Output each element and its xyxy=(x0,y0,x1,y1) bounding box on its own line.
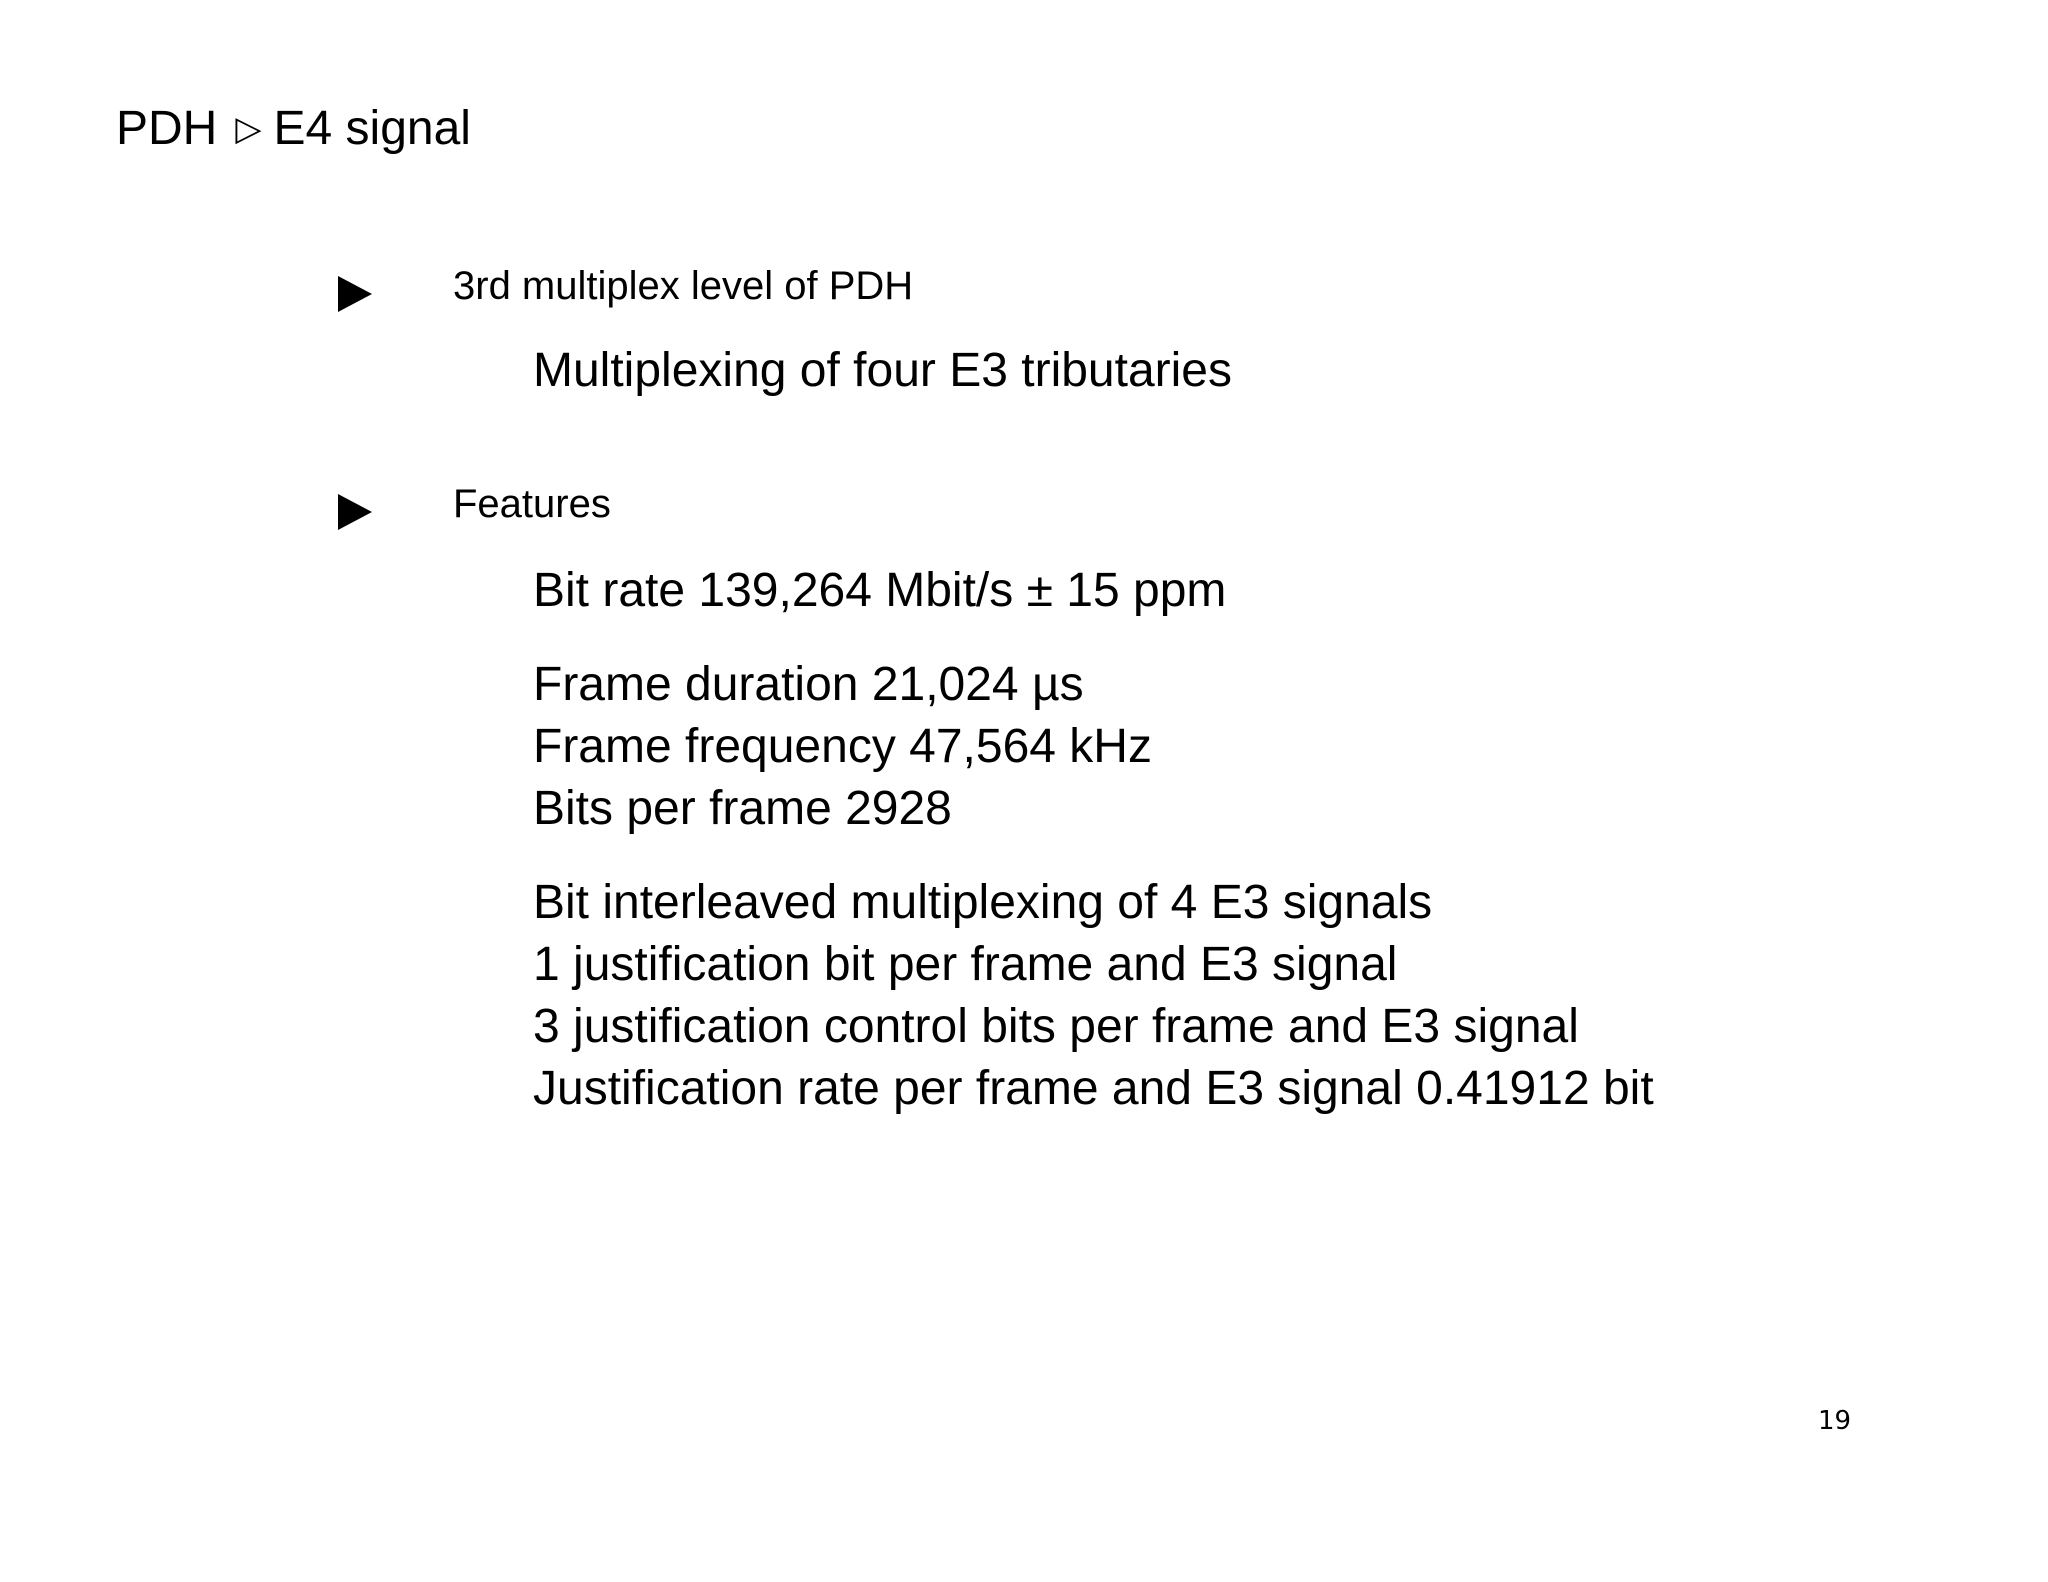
page-title xyxy=(116,100,471,158)
bullet-subline: Bits per frame 2928 xyxy=(533,782,952,835)
bullet-label: 3rd multiplex level of PDH xyxy=(453,264,914,308)
bullet-subline: Frame frequency 47,564 kHz xyxy=(533,720,1152,773)
breadcrumb-separator-icon: ▷ xyxy=(235,109,262,149)
bullet-subline: 1 justification bit per frame and E3 signal xyxy=(533,938,1398,991)
bullet-subline: Multiplexing of four E3 tributaries xyxy=(533,344,1232,397)
bullet-subline: Bit rate 139,264 Mbit/s ± 15 ppm xyxy=(533,564,1227,617)
bullet-label: Features xyxy=(453,482,611,526)
triangle-bullet-icon xyxy=(338,276,372,312)
bullet-subline: Frame duration 21,024 µs xyxy=(533,658,1084,711)
bullet-subline: Justification rate per frame and E3 signal 0.41912 bit xyxy=(533,1062,1654,1115)
triangle-bullet-icon xyxy=(338,494,372,530)
bullet-subline: 3 justification control bits per frame and E3 signal xyxy=(533,1000,1579,1053)
page-number: 19 xyxy=(1818,1406,1852,1436)
title-topic: E4 signal xyxy=(273,102,471,155)
title-section: PDH xyxy=(116,102,218,155)
bullet-subline: Bit interleaved multiplexing of 4 E3 signals xyxy=(533,876,1433,929)
